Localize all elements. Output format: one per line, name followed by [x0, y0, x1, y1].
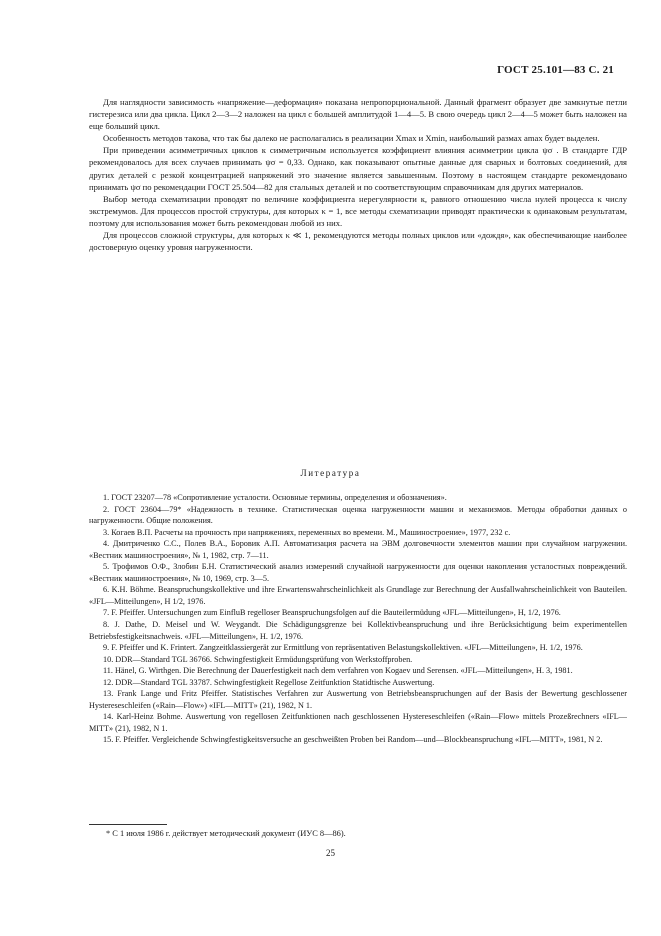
- body-text: [89, 96, 627, 253]
- paragraph: Выбор метода схематизации проводят по величине коэффициента нерегулярности к, равного отношению числа нулей процесса к числу экстремумов. Для процессов простой структуры, для которых κ = 1, все методы схематизации приводят практически к одинаковым результатам, поэтому для использования может быть рекомендован любой из них.: [89, 193, 627, 228]
- reference-item: 10. DDR—Standard TGL 36766. Schwingfestigkeit Ermüdungsprüfung von Werkstoffproben.: [103, 654, 413, 664]
- literature-heading: Литература: [300, 468, 361, 478]
- footnote: * С 1 июля 1986 г. действует методический документ (ИУС 8—86).: [106, 829, 346, 838]
- reference-item: 9. F. Pfeiffer und K. Frintert. Zangzeitklassiergerät zur Ermittlung von repräsentativen Belastungskollektiven. «JFL—Mitteilungen», H. 1/2, 1976.: [103, 643, 583, 653]
- paragraph: Для процессов сложной структуры, для которых κ ≪ 1, рекомендуются методы полных циклов или «дождя», как обеспечивающие наиболее достоверную оценку уровня нагруженности.: [89, 230, 627, 253]
- reference-item: 7. F. Pfeiffer. Untersuchungen zum EinfluB regelloser Beanspruchungsfolgen auf die Bauteilermüdung «JFL—Mitteilungen», H, 1/2, 1976.: [103, 608, 561, 618]
- reference-item: 8. J. Dathe, D. Meisel und W. Weygandt. Die Schädigungsgrenze bei Kollektivbeanspruchung und ihre Berücksichtigung beim experimentellen Betriebsfestigkeitsnachweis. «JFL—Mitteilungen», H. 1/2, 1976.: [89, 620, 627, 641]
- reference-item: 6. K.H. Böhme. Beanspruchungskollektive und ihre Erwartenswahrscheinlichkeit als Grundlage zur Berechnung der Ausfallwahrscheinlichkeit von Bauteilen. «JFL—Mitteilungen», H 1/2, 1976.: [89, 585, 627, 606]
- paragraph: Особенность методов такова, что так бы далеко не располагались в реализации Xmax и Xmin, наибольший размах amax будет выделен.: [103, 133, 600, 144]
- reference-item: 1. ГОСТ 23207—78 «Сопротивление усталости. Основные термины, определения и обозначения».: [103, 493, 447, 502]
- footnote-divider: [89, 824, 167, 825]
- reference-item: 13. Frank Lange und Fritz Pfeiffer. Statistisches Verfahren zur Auswertung von Betriebsbeanspruchungen auf der Basis der Bewertung geschlossener Hystereseschleifen («Rain—Flow») «IFL—MITT» (21), 1982, N 1.: [89, 689, 627, 710]
- reference-item: 15. F. Pfeiffer. Vergleichende Schwingfestigkeitsversuche an geschweißten Proben bei Random—und—Blockbeanspruchung «IFL—MITT», 1981, N 2.: [103, 735, 603, 745]
- reference-item: 12. DDR—Standard TGL 33787. Schwingfestigkeit Regellose Zeitfunktion Statidtische Auswertung.: [103, 677, 435, 687]
- reference-item: 4. Дмитриченко С.С., Полев В.А., Боровик А.П. Автоматизация расчета на ЭВМ долговечности элементов машин при случайном нагружении. «Вестник машиностроения», № 1, 1982, стр. 7—11.: [89, 539, 627, 560]
- reference-item: 11. Hänel, G. Wirthgen. Die Berechnung der Dauerfestigkeit nach dem verfahren von Kogaev und Serensen. «JFL—Mitteilungen», H. 3, 1981.: [103, 666, 573, 676]
- paragraph: При приведении асимметричных циклов к симметричным используется коэффициент влияния асимметрии цикла ψσ . В стандарте ГДР рекомендовалось для всех случаев принимать ψσ = 0,33. Однако, как показывают опытные данные для сварных и болтовых соединений, для других деталей с резкой концентрацией напряжений это значение является завышенным. Поэтому в настоящем стандарте рекомендовано принимать ψσ по рекомендации ГОСТ 25.504—82 для стальных деталей и по соответствующим справочникам для других материалов.: [89, 145, 627, 192]
- reference-list: [89, 492, 627, 746]
- reference-item: 5. Трофимов О.Ф., Злобин Б.Н. Статистический анализ измерений случайной нагруженности для оценки накопления усталостных повреждений. «Вестник машиностроения», № 10, 1969, стр. 3—5.: [89, 562, 627, 583]
- paragraph: Для наглядности зависимость «напряжение—деформация» показана непропорциональной. Данный фрагмент образует две замкнутые петли гистерезиса или два цикла. Цикл 2—3—2 наложен на цикл с большей амплитудой 1—4—5. В свою очередь цикл 2—4—5 может быть наложен на еще больший цикл.: [89, 97, 627, 132]
- reference-item: 3. Когаев В.П. Расчеты на прочность при напряжениях, переменных во времени. М., Машиностроение», 1977, 232 с.: [103, 527, 511, 537]
- reference-item: 2. ГОСТ 23604—79* «Надежность в технике. Статистическая оценка нагруженности машин и механизмов. Методы обработки данных о нагруженности. Общие положения.: [89, 504, 627, 526]
- page-number: 25: [326, 848, 335, 858]
- reference-item: 14. Karl-Heinz Bohme. Auswertung von regellosen Zeitfunktionen nach geschlossenen Hystereseschleifen («Rain—Flow» mittels Prozeßrechners «IFL—MITT» (21), 1982, N 1.: [89, 712, 627, 733]
- page-header: ГОСТ 25.101—83 С. 21: [497, 64, 614, 76]
